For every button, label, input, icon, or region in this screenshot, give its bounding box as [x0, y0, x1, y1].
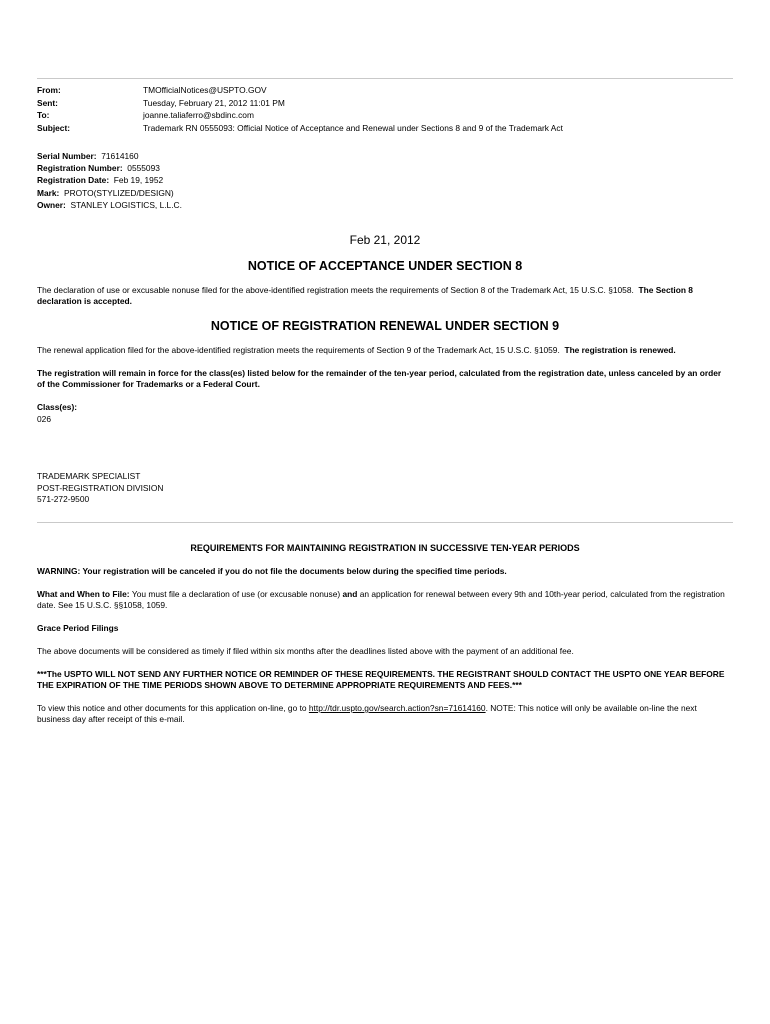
- registration-date-label: Registration Date:: [37, 175, 110, 186]
- specialist-phone: 571-272-9500: [37, 494, 90, 505]
- classes-label: Class(es):: [37, 402, 78, 412]
- registration-date-value: Feb 19, 1952: [113, 175, 164, 186]
- grace-period-text: The above documents will be considered as timely if filed within six months after the deadlines listed above with the payment of an additional fee.: [37, 646, 574, 656]
- to-value: joanne.taliaferro@sbdinc.com: [143, 110, 254, 120]
- section9-renewed-text: The registration is renewed.: [564, 345, 676, 355]
- requirements-heading: REQUIREMENTS FOR MAINTAINING REGISTRATION IN SUCCESSIVE TEN-YEAR PERIODS: [190, 543, 580, 553]
- from-label: From:: [37, 85, 61, 95]
- what-when-text-2: an application for renewal between every 9th and 10th-year period, calculated from the registration date. See 15 U.S.C. §§1058, 1059.: [37, 589, 725, 611]
- section8-paragraph: [37, 285, 731, 308]
- what-when-paragraph: [37, 589, 731, 612]
- serial-number-value: 71614160: [101, 151, 139, 161]
- notice-date: Feb 21, 2012: [349, 233, 421, 247]
- what-when-text-1: You must file a declaration of use (or excusable nonuse): [131, 589, 341, 599]
- registration-number-value: 0555093: [127, 163, 160, 174]
- sent-label: Sent:: [37, 98, 58, 108]
- subject-value: Trademark RN 0555093: Official Notice of Acceptance and Renewal under Sections 8 and 9 of the Trademark Act: [143, 123, 563, 133]
- section9-paragraph: [37, 345, 731, 356]
- serial-number-label: Serial Number:: [37, 151, 97, 161]
- from-value: TMOfficialNotices@USPTO.GOV: [143, 85, 267, 95]
- registration-number-line: [37, 162, 182, 174]
- owner-value: STANLEY LOGISTICS, L.L.C.: [70, 199, 182, 210]
- what-when-label: What and When to File:: [37, 589, 130, 599]
- section9-heading: NOTICE OF REGISTRATION RENEWAL UNDER SECTION 9: [210, 319, 560, 333]
- no-further-notice-text: ***The USPTO WILL NOT SEND ANY FURTHER NOTICE OR REMINDER OF THESE REQUIREMENTS. THE REGISTRANT SHOULD CONTACT THE USPTO ONE YEAR BEFORE THE EXPIRATION OF THE TIME PERIODS SHOWN ABOVE TO DETERMINE APPROPRIATE REQUIREMENTS AND FEES.***: [37, 669, 725, 691]
- mark-value: PROTO(STYLIZED/DESIGN): [64, 187, 174, 198]
- mark-label: Mark:: [37, 187, 60, 198]
- subject-label: Subject:: [37, 123, 71, 133]
- what-when-and: and: [342, 589, 358, 599]
- tdr-search-link[interactable]: http://tdr.uspto.gov/search.action?sn=71614160: [308, 703, 486, 713]
- view-online-paragraph: [37, 703, 731, 726]
- grace-period-heading: Grace Period Filings: [37, 623, 119, 633]
- sent-value: Tuesday, February 21, 2012 11:01 PM: [143, 98, 285, 108]
- middle-divider: [37, 522, 733, 523]
- view-online-text-2: . NOTE: This notice will only be available on-line the next business day after receipt of this e-mail.: [37, 703, 697, 725]
- section8-heading: NOTICE OF ACCEPTANCE UNDER SECTION 8: [247, 259, 523, 273]
- classes-value: 026: [37, 413, 51, 424]
- to-label: To:: [37, 110, 50, 120]
- section9-text: The renewal application filed for the above-identified registration meets the requirements of Section 9 of the Trademark Act, 15 U.S.C. §1059.: [37, 345, 560, 355]
- registration-date-line: [37, 174, 182, 186]
- specialist-division: POST-REGISTRATION DIVISION: [37, 482, 164, 493]
- specialist-signature: [37, 471, 163, 506]
- section8-accepted-text: The Section 8 declaration is accepted.: [37, 285, 693, 307]
- remain-in-force-paragraph: The registration will remain in force for the class(es) listed below for the remainder of the ten-year period, calculated from the registration date, unless canceled by an order of the Commissioner for Trademarks or a Federal Court.: [37, 368, 722, 390]
- classes-block: [37, 402, 77, 425]
- owner-label: Owner:: [37, 199, 66, 210]
- view-online-text-1: To view this notice and other documents for this application on-line, go to: [37, 703, 307, 713]
- registration-number-label: Registration Number:: [37, 163, 123, 174]
- specialist-title: TRADEMARK SPECIALIST: [37, 471, 141, 481]
- mark-line: [37, 187, 182, 199]
- top-divider: [37, 78, 733, 79]
- section8-text: The declaration of use or excusable nonuse filed for the above-identified registration meets the requirements of Section 8 of the Trademark Act, 15 U.S.C. §1058.: [37, 285, 634, 295]
- owner-line: [37, 199, 182, 211]
- registration-details: [37, 150, 182, 211]
- warning-text: WARNING: Your registration will be canceled if you do not file the documents below during the specified time periods.: [37, 566, 507, 576]
- serial-number-line: [37, 150, 182, 162]
